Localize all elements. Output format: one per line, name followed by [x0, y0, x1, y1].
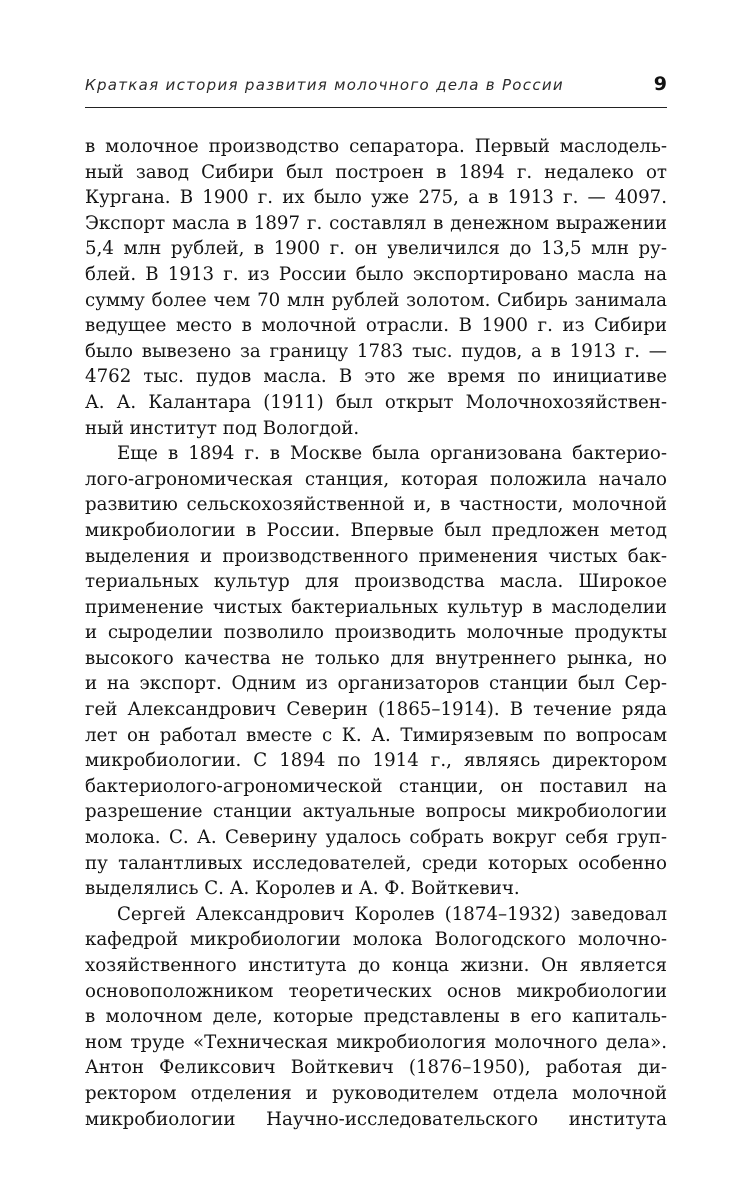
text-line: высокого качества не только для внутреннего рынка, но	[85, 647, 667, 669]
text-line: 5,4 млн рублей, в 1900 г. он увеличился до 13,5 млн ру-	[85, 238, 667, 260]
text-line: Сергей Александрович Королев (1874–1932) заведовал	[117, 903, 667, 925]
text-line: лет он работал вместе с К. А. Тимирязевым по вопросам	[85, 724, 667, 746]
text-line: выделения и производственного применения чистых бак-	[85, 545, 667, 567]
text-line: бактериолого-агрономической станции, он поставил на	[85, 775, 667, 797]
text-line: развитию сельскохозяйственной и, в частности, молочной	[85, 494, 667, 516]
text-line: ведущее место в молочной отрасли. В 1900 г. из Сибири	[85, 315, 667, 337]
text-line: основоположником теоретических основ микробиологии	[85, 980, 667, 1002]
paragraph	[85, 441, 667, 902]
text-line: 4762 тыс. пудов масла. В это же время по инициативе	[85, 366, 667, 388]
text-line: Кургана. В 1900 г. их было уже 275, а в 1913 г. — 4097.	[85, 187, 667, 209]
text-line: и сыроделии позволило производить молочные продукты	[85, 622, 667, 644]
header-rule	[85, 107, 667, 108]
text-line: Еще в 1894 г. в Москве была организована бактерио-	[117, 443, 667, 465]
text-line: и на экспорт. Одним из организаторов станции был Сер-	[85, 673, 667, 695]
text-line: разрешение станции актуальные вопросы микробиологии	[85, 801, 667, 823]
text-line: молока. С. А. Северину удалось собрать вокруг себя груп-	[85, 827, 667, 849]
text-line: кафедрой микробиологии молока Вологодского молочно-	[85, 929, 667, 951]
text-line: применение чистых бактериальных культур в маслоделии	[85, 596, 667, 618]
text-line: А. А. Калантара (1911) был открыт Молочнохозяйствен-	[85, 391, 667, 413]
text-line: блей. В 1913 г. из России было экспортировано масла на	[85, 263, 667, 285]
text-line: териальных культур для производства масла. Широкое	[85, 571, 667, 593]
text-line: пу талантливых исследователей, среди которых особенно	[85, 852, 667, 874]
running-header	[85, 74, 667, 98]
text-line: Антон Феликсович Войткевич (1876–1950), работая ди-	[85, 1057, 667, 1079]
text-line: в молочном деле, которые представлены в его капиталь-	[85, 1006, 667, 1028]
paragraph	[85, 902, 667, 1132]
text-line: ном труде «Техническая микробиология молочного дела».	[85, 1031, 667, 1053]
text-line: хозяйственного института до конца жизни. Он является	[85, 955, 667, 976]
text-line: ный завод Сибири был построен в 1894 г. недалеко от	[85, 161, 667, 183]
text-line: микробиологии. С 1894 по 1914 г., являясь директором	[85, 750, 667, 772]
text-line: было вывезено за границу 1783 тыс. пудов, а в 1913 г. —	[85, 340, 667, 362]
text-line: выделялись С. А. Королев и А. Ф. Войткевич.	[85, 878, 520, 900]
text-line: в молочное производство сепаратора. Первый маслодель-	[85, 136, 667, 157]
page-number: 9	[653, 73, 667, 95]
text-line: сумму более чем 70 млн рублей золотом. Сибирь занимала	[85, 289, 667, 311]
text-line: ректором отделения и руководителем отдела молочной	[85, 1082, 667, 1104]
running-title: Краткая история развития молочного дела в России	[85, 76, 564, 94]
paragraph	[85, 134, 667, 441]
body-text	[85, 134, 667, 1132]
text-line: микробиологии Научно-исследовательского института	[85, 1108, 667, 1130]
text-line: гей Александрович Северин (1865–1914). В течение ряда	[85, 699, 667, 721]
text-line: ный институт под Вологдой.	[85, 417, 360, 439]
text-line: лого-агрономическая станция, которая положила начало	[85, 468, 667, 490]
text-line: Экспорт масла в 1897 г. составлял в денежном выражении	[85, 212, 667, 234]
text-line: микробиологии в России. Впервые был предложен метод	[85, 519, 667, 541]
